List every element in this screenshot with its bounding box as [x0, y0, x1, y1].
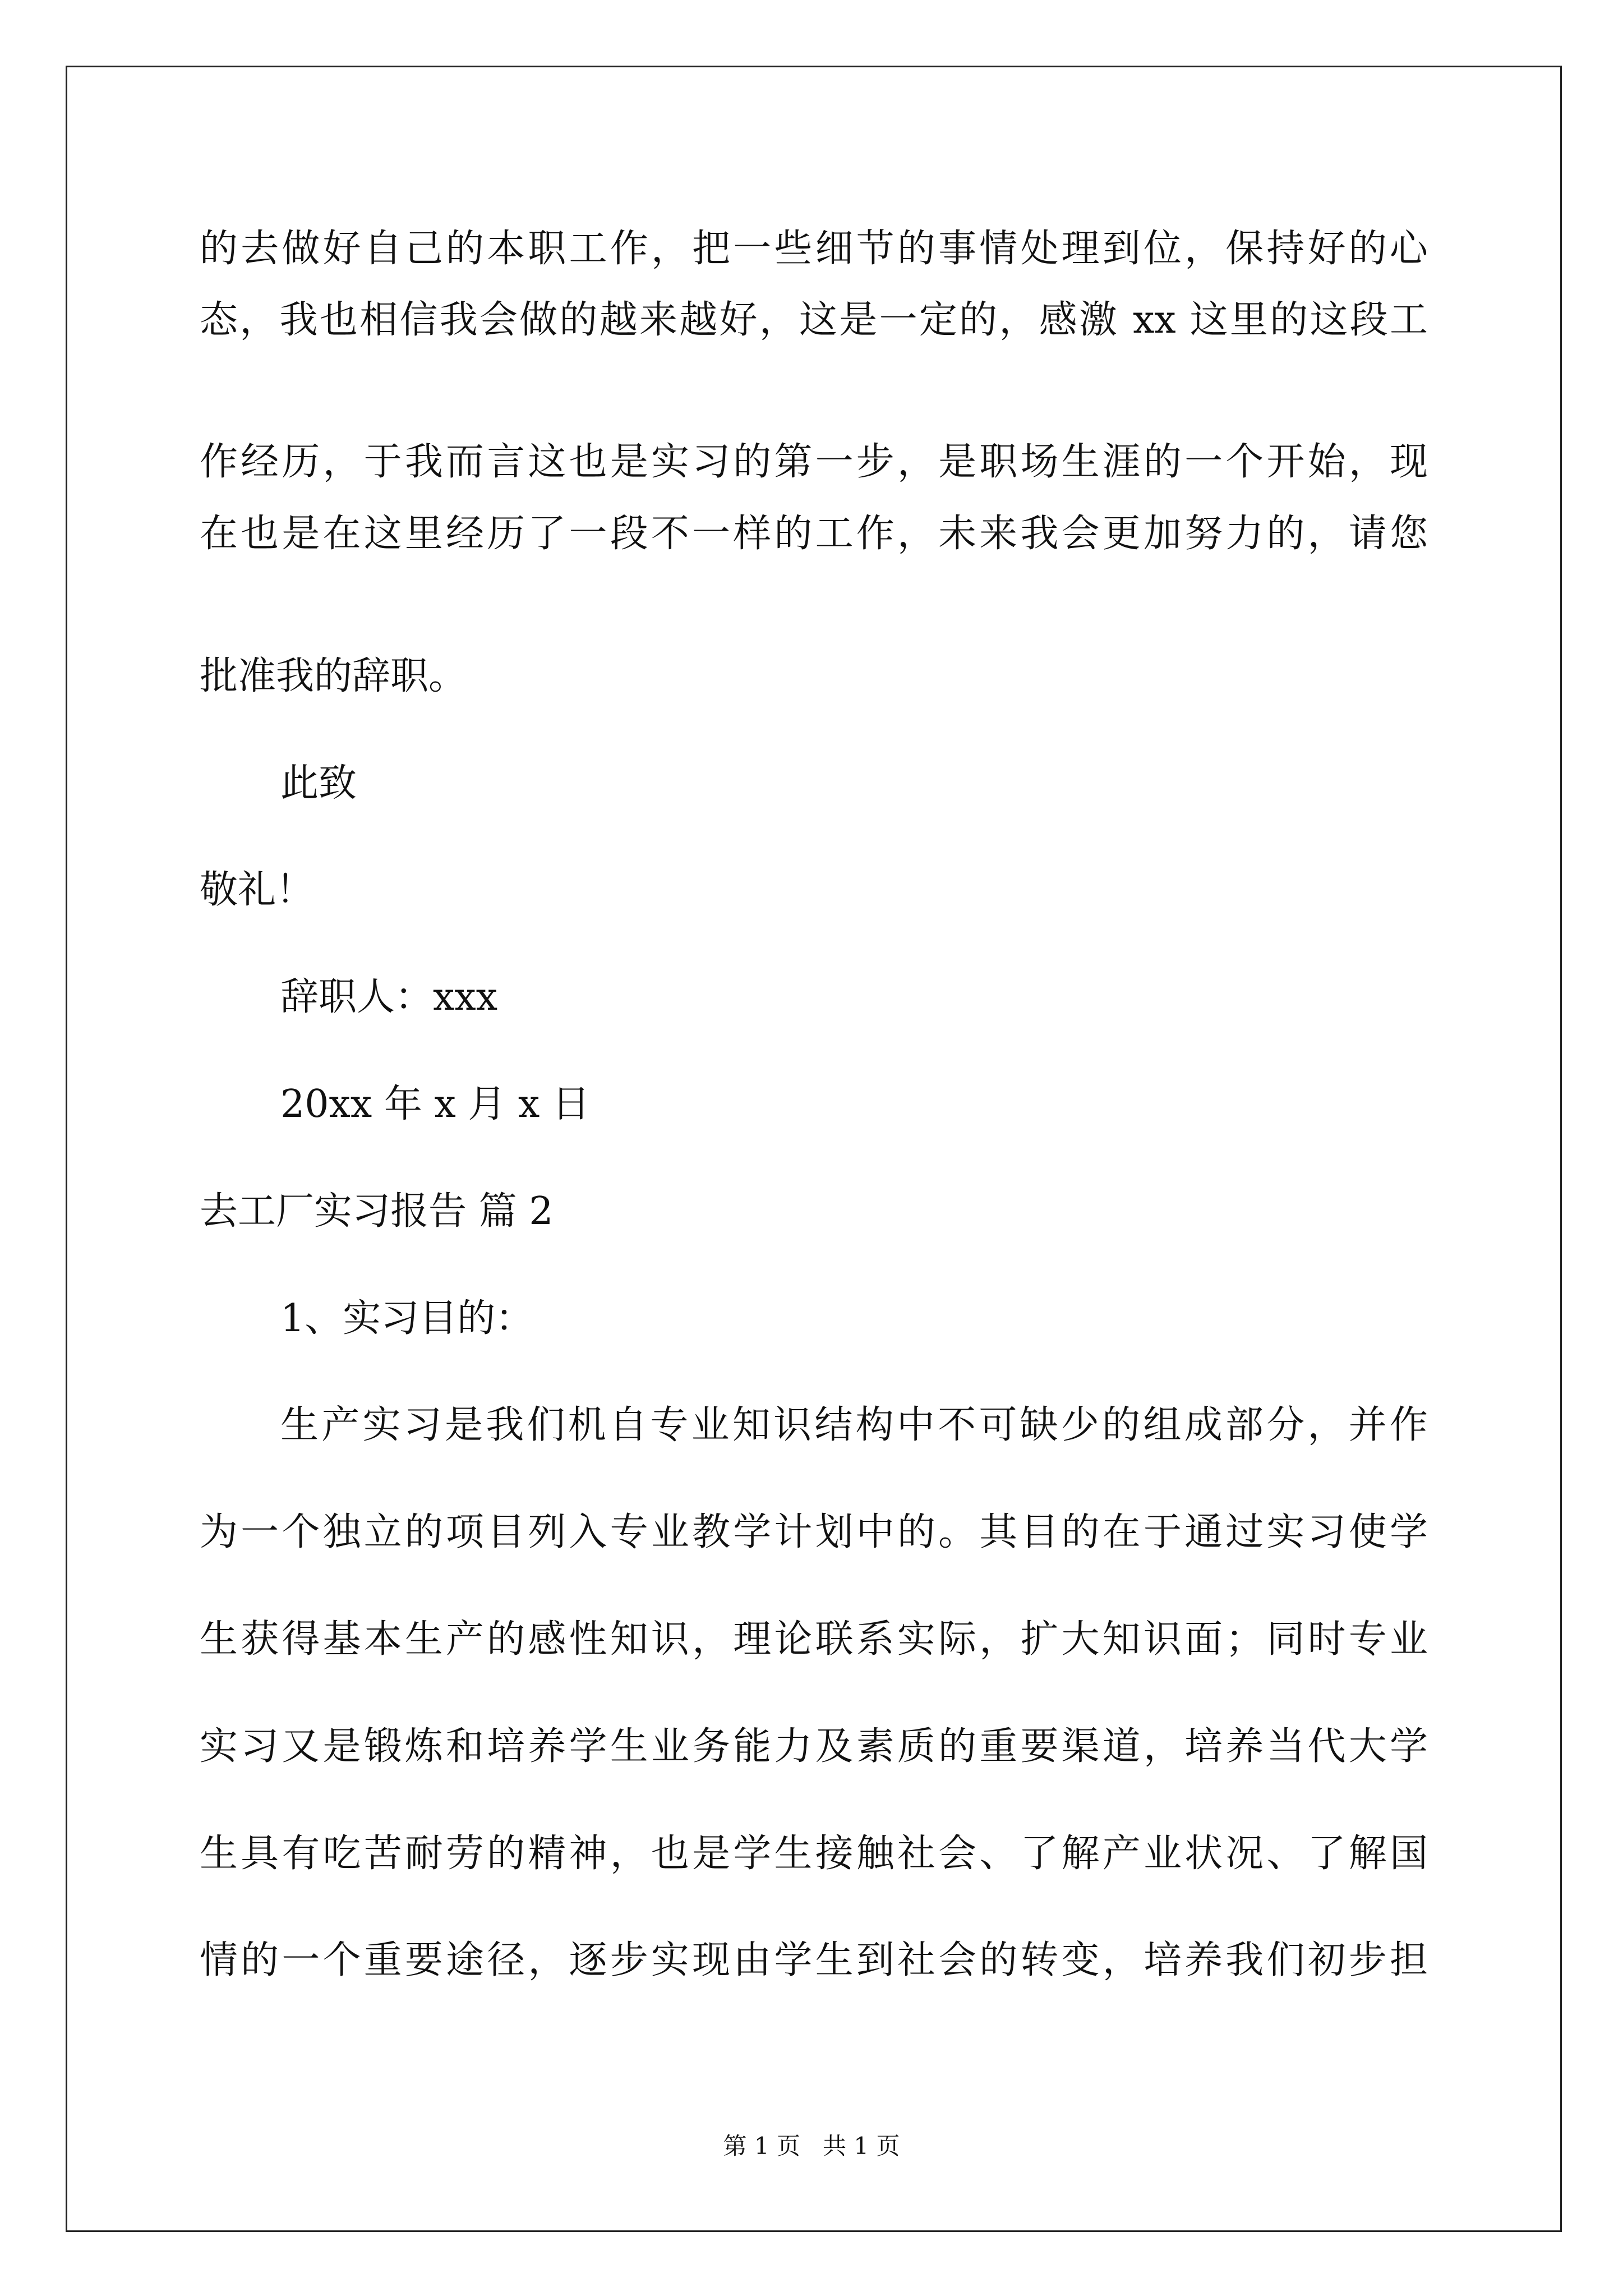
closing-text: 此致: [280, 761, 357, 806]
paragraph2-line-5: 生具有吃苦耐劳的精神，也是学生接触社会、了解产业状况、了解国: [200, 1832, 1428, 1876]
paragraph1-line-3: 作经历，于我而言这也是实习的第一步，是职场生涯的一个开始，现: [200, 440, 1428, 484]
signature-text: 辞职人：xxx: [280, 975, 498, 1019]
salutation-text: 敬礼！: [200, 868, 315, 912]
paragraph2-line-1: 生产实习是我们机自专业知识结构中不可缺少的组成部分，并作: [280, 1403, 1428, 1447]
paragraph1-line-2: 态，我也相信我会做的越来越好，这是一定的，感激 xx 这里的这段工: [200, 298, 1428, 342]
date-text: 20xx 年 x 月 x 日: [280, 1082, 591, 1126]
paragraph1-line-5: 批准我的辞职。: [200, 654, 467, 698]
paragraph2-line-4: 实习又是锻炼和培养学生业务能力及素质的重要渠道，培养当代大学: [200, 1724, 1428, 1769]
paragraph2-line-6: 情的一个重要途径，逐步实现由学生到社会的转变，培养我们初步担: [200, 1938, 1428, 1982]
paragraph2-line-2: 为一个独立的项目列入专业教学计划中的。其目的在于通过实习使学: [200, 1510, 1428, 1554]
paragraph1-line-1: 的去做好自己的本职工作，把一些细节的事情处理到位，保持好的心: [200, 227, 1428, 271]
paragraph2-line-3: 生获得基本生产的感性知识，理论联系实际，扩大知识面；同时专业: [200, 1617, 1428, 1662]
page-border: [66, 66, 1562, 2232]
section-title: 去工厂实习报告 篇 2: [200, 1189, 554, 1234]
page-footer: 第 1 页 共 1 页: [723, 2132, 900, 2160]
subheading-purpose: 1、实习目的：: [280, 1296, 534, 1341]
paragraph1-line-4: 在也是在这里经历了一段不一样的工作，未来我会更加努力的，请您: [200, 512, 1428, 556]
